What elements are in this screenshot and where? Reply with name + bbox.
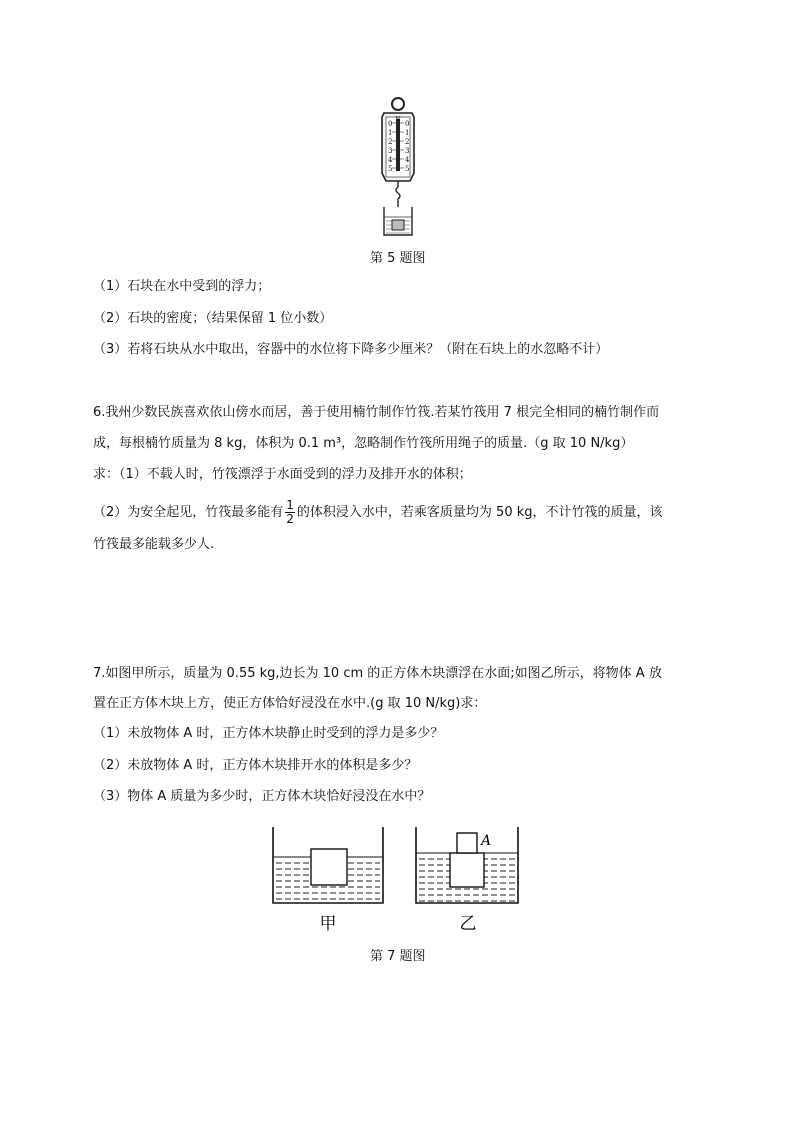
problem6-line2: 成，每根楠竹质量为 8 kg，体积为 0.1 m³，忽略制作竹筏所用绳子的质量.（g 取 10 N/kg） — [93, 436, 634, 451]
scale-tick-label: 4 — [388, 156, 393, 164]
container-right — [416, 827, 518, 903]
label-jia: 甲 — [319, 914, 337, 934]
scale-tick-label: 0 — [405, 120, 410, 128]
figure7-caption: 第 7 题图 — [370, 949, 426, 964]
scale-tick-label: 5 — [405, 165, 410, 173]
scale-tick-label: 2 — [405, 138, 410, 146]
scale-tick-label: 1 — [405, 129, 410, 137]
scale-unit: N — [395, 116, 401, 123]
spring-scale-figure — [360, 95, 440, 245]
scale-tick-label: 2 — [388, 138, 393, 146]
scale-tick-label: 5 — [388, 165, 393, 173]
problem5-q2: （2）石块的密度；（结果保留 1 位小数） — [93, 311, 333, 326]
problem5-q1: （1）石块在水中受到的浮力； — [93, 279, 271, 294]
figure5-caption: 第 5 题图 — [370, 251, 426, 266]
problem6-line3: 求：（1）不载人时，竹筏漂浮于水面受到的浮力及排开水的体积； — [93, 467, 472, 482]
object-a-label: A — [481, 833, 492, 849]
container-left — [273, 827, 383, 903]
problem7-line2: 置在正方体木块上方，使正方体恰好浸没在水中.(g 取 10 N/kg)求： — [93, 696, 487, 711]
fraction-numerator: 1 — [286, 498, 294, 512]
problem7-line1: 7.如图甲所示，质量为 0.55 kg,边长为 10 cm 的正方体木块漂浮在水面;如图乙所示，将物体 A 放 — [93, 666, 662, 681]
problem7-q3: （3）物体 A 质量为多少时，正方体木块恰好浸没在水中？ — [93, 789, 431, 804]
label-yi: 乙 — [459, 914, 477, 934]
scale-tick-label: 1 — [388, 129, 393, 137]
problem5-q3: （3）若将石块从水中取出，容器中的水位将下降多少厘米？（附在石块上的水忽略不计） — [93, 342, 609, 357]
scale-tick-label: 3 — [405, 147, 410, 155]
fraction-denominator: 2 — [286, 512, 294, 526]
wooden-cube — [311, 849, 347, 885]
scale-tick-label: 3 — [388, 147, 393, 155]
object-a — [457, 833, 477, 853]
problem6-line4-after: 的体积浸入水中，若乘客质量均为 50 kg，不计竹筏的质量，该 — [296, 505, 663, 520]
scale-tick-label: 0 — [388, 120, 393, 128]
fraction-one-half — [285, 499, 295, 526]
scale-tick-label: 4 — [405, 156, 410, 164]
problem6-line1: 6.我州少数民族喜欢依山傍水而居，善于使用楠竹制作竹筏.若某竹筏用 7 根完全相同的楠竹制作而 — [93, 405, 660, 420]
problem6-line4 — [93, 499, 663, 526]
problem6-line4-before: （2）为安全起见，竹筏最多能有 — [93, 505, 284, 520]
problem6-line5: 竹筏最多能载多少人. — [93, 537, 215, 552]
figure7-containers — [268, 825, 528, 940]
wooden-cube-submerged — [450, 853, 484, 887]
problem7-q2: （2）未放物体 A 时，正方体木块排开水的体积是多少？ — [93, 758, 418, 773]
problem7-q1: （1）未放物体 A 时，正方体木块静止时受到的浮力是多少？ — [93, 726, 444, 741]
